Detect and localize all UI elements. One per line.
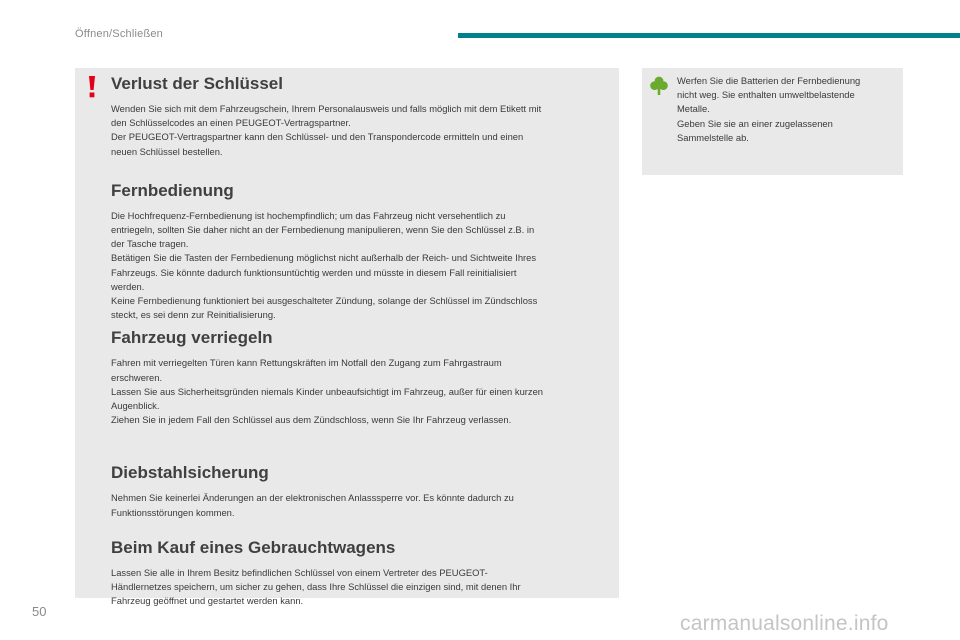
header-accent-bar <box>458 33 960 38</box>
section-text: Wenden Sie sich mit dem Fahrzeugschein, Ihrem Personalausweis und falls möglich mit dem Etikett mit den Schlüsselcodes an einen PEUGEOT-Vertragspartner. Der PEUGEOT-Vertragspartner kann den Schlüssel- und den Transpondercode ermitteln und einen neuen Schlüssel bestellen. <box>111 103 542 157</box>
section-used-car-purchase <box>111 538 609 609</box>
section-text: Lassen Sie alle in Ihrem Besitz befindlichen Schlüssel von einem Vertreter des PEUGEOT- Händlernetzes speichern, um sicher zu gehen, dass Ihre Schlüssel die einzigen sind, mit denen Ihr Fahrzeug geöffnet und gestartet werden kann. <box>111 566 521 607</box>
watermark: carmanualsonline.info <box>680 612 889 635</box>
section-anti-theft <box>111 463 609 519</box>
section-heading: Fahrzeug verriegeln <box>111 328 273 348</box>
section-heading: Fernbedienung <box>111 180 234 200</box>
section-vehicle-locking <box>111 328 609 427</box>
environment-note <box>642 68 903 175</box>
environment-note-text: Werfen Sie die Batterien der Fernbedienung nicht weg. Sie enthalten umweltbelastende Metalle. Geben Sie sie an einer zugelassenen Sammelstelle ab. <box>677 75 861 143</box>
section-heading: Verlust der Schlüssel <box>111 74 283 93</box>
section-text: Die Hochfrequenz-Fernbedienung ist hochempfindlich; um das Fahrzeug nicht versehentlich zu entriegeln, sollten Sie daher nicht an der Fernbedienung manipulieren, wenn Sie den Schlüssel z.B. in der Tasche tragen. Betätigen Sie die Tasten der Fernbedienung möglichst nicht außerhalb der Reich- und Sichtweite Ihres Fahrzeugs. Sie könnte dadurch funktionsuntüchtig werden und müsste in diesem Fall reinitialisiert werden. Keine Fernbedienung funktioniert bei ausgeschalteter Zündung, solange der Schlüssel im Zündschloss steckt, es sei denn zur Reinitialisierung. <box>111 209 538 321</box>
section-remote-control <box>111 181 609 323</box>
tree-icon <box>650 76 668 96</box>
warning-panel <box>75 68 619 607</box>
page-number: 50 <box>32 604 47 619</box>
section-text: Fahren mit verriegelten Türen kann Rettungskräften im Notfall den Zugang zum Fahrgastraum erschweren. Lassen Sie aus Sicherheitsgründen niemals Kinder unbeaufsichtigt im Fahrzeug, außer für einen kurzen Augenblick. Ziehen Sie in jedem Fall den Schlüssel aus dem Zündschloss, wenn Sie Ihr Fahrzeug verlassen. <box>111 357 544 426</box>
header-title: Öffnen/Schließen <box>75 28 163 40</box>
exclamation-icon <box>87 76 97 98</box>
section-key-loss <box>111 74 609 159</box>
section-heading: Diebstahlsicherung <box>111 463 269 483</box>
section-text: Nehmen Sie keinerlei Änderungen an der elektronischen Anlasssperre vor. Es könnte dadurch zu Funktionsstörungen kommen. <box>111 492 514 518</box>
section-heading: Beim Kauf eines Gebrauchtwagens <box>111 537 396 557</box>
